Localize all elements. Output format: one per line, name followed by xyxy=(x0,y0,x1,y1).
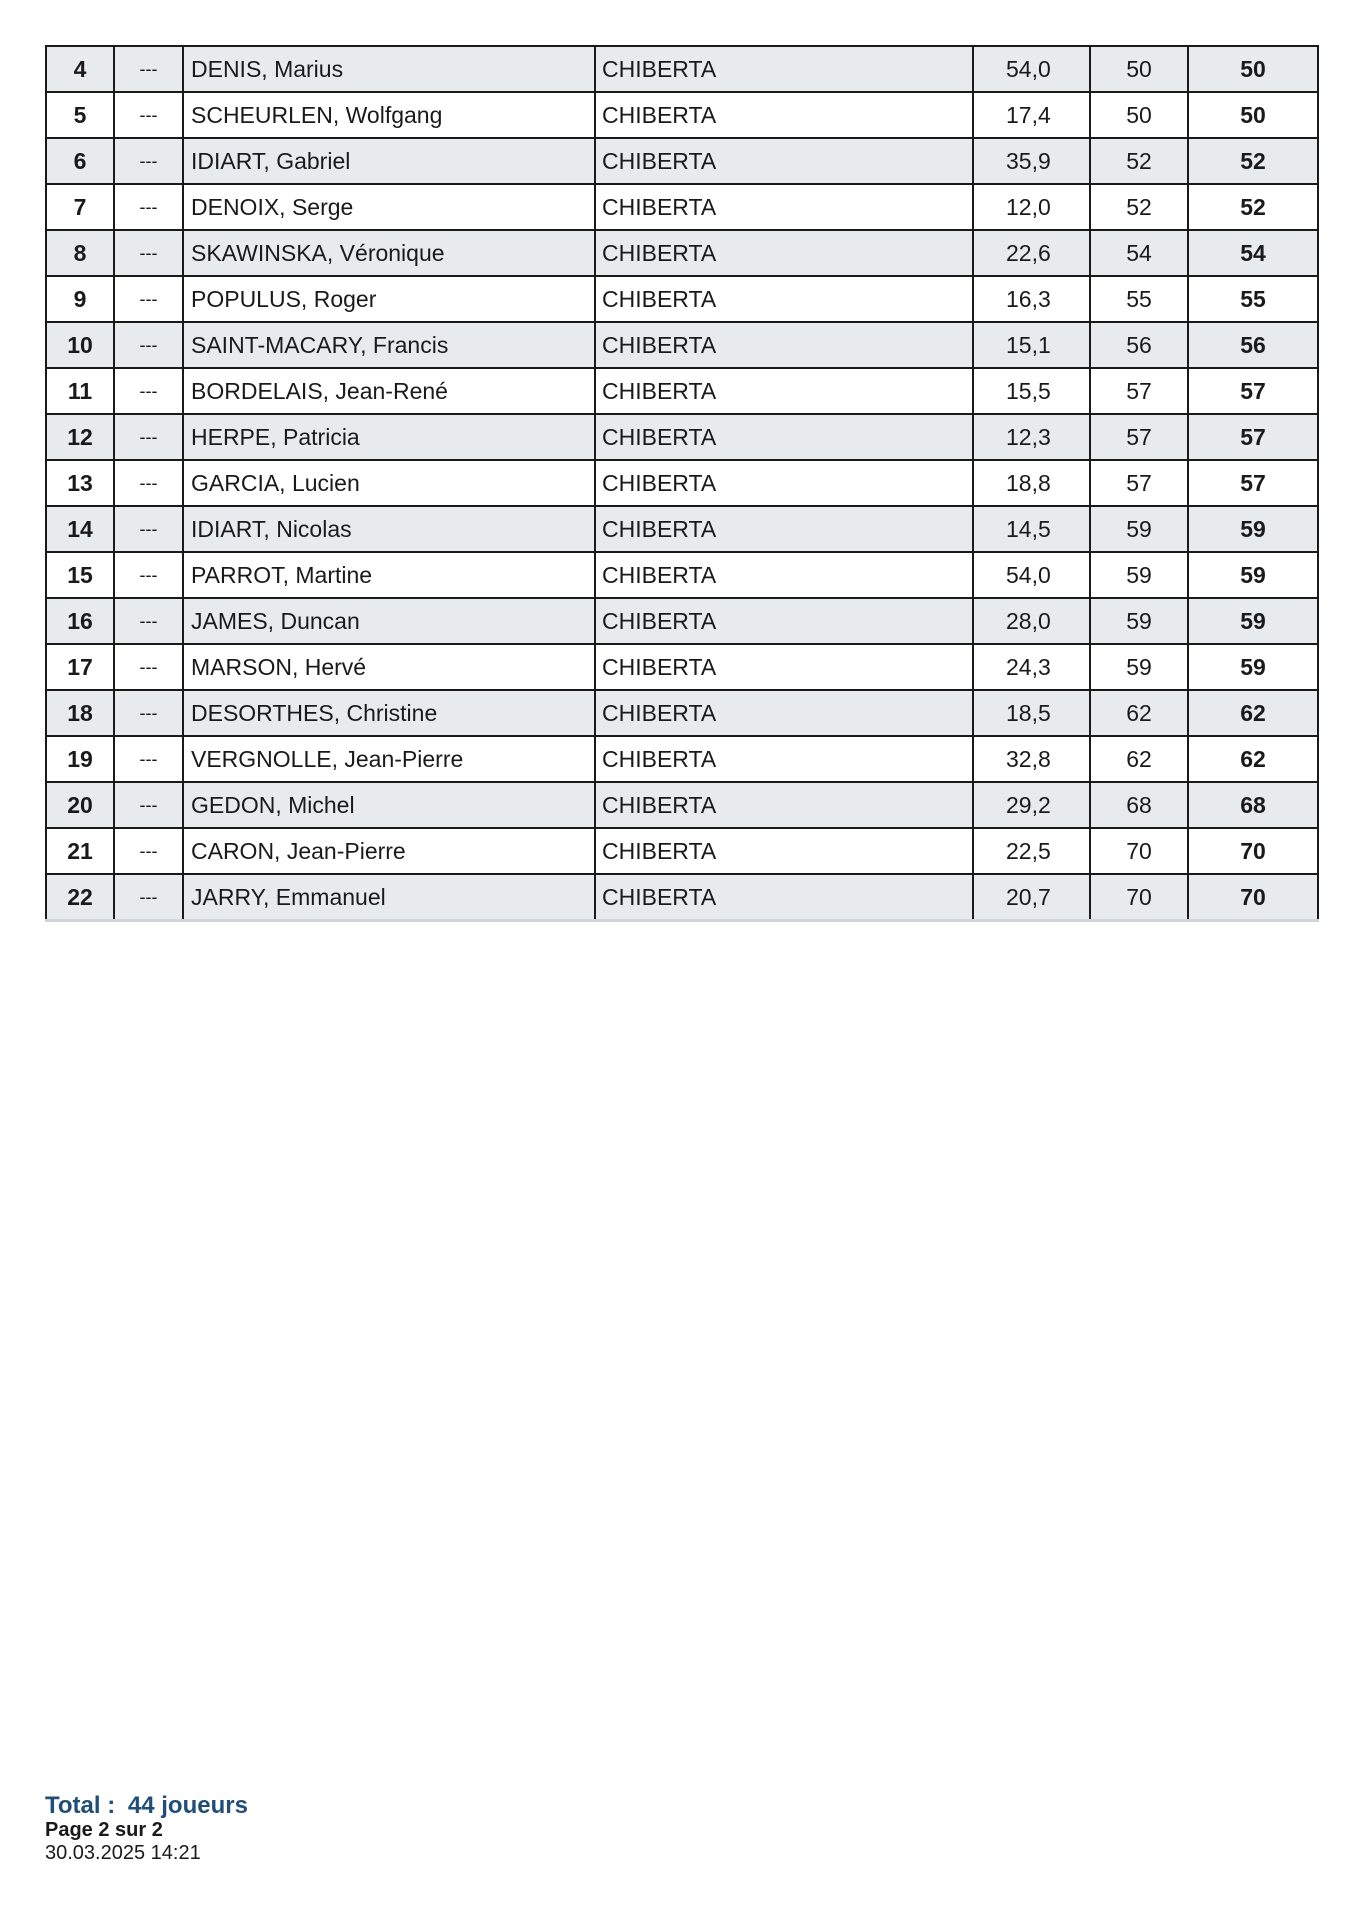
club-cell: CHIBERTA xyxy=(595,276,973,322)
table-row xyxy=(46,184,1318,230)
table-row xyxy=(46,552,1318,598)
status-cell: --- xyxy=(114,828,183,874)
club-cell: CHIBERTA xyxy=(595,598,973,644)
status-cell: --- xyxy=(114,460,183,506)
rank-cell: 14 xyxy=(46,506,114,552)
index-cell: 28,0 xyxy=(973,598,1090,644)
player-name-cell: SAINT-MACARY, Francis xyxy=(183,322,595,368)
player-name-cell: VERGNOLLE, Jean-Pierre xyxy=(183,736,595,782)
net-score-cell: 52 xyxy=(1188,138,1318,184)
club-cell: CHIBERTA xyxy=(595,184,973,230)
status-cell: --- xyxy=(114,506,183,552)
rank-cell: 5 xyxy=(46,92,114,138)
club-cell: CHIBERTA xyxy=(595,736,973,782)
club-cell: CHIBERTA xyxy=(595,828,973,874)
gross-score-cell: 57 xyxy=(1090,460,1188,506)
club-cell: CHIBERTA xyxy=(595,782,973,828)
club-cell: CHIBERTA xyxy=(595,322,973,368)
club-cell: CHIBERTA xyxy=(595,230,973,276)
club-cell: CHIBERTA xyxy=(595,874,973,921)
rank-cell: 10 xyxy=(46,322,114,368)
total-label: Total : xyxy=(45,1792,116,1819)
status-cell: --- xyxy=(114,230,183,276)
index-cell: 22,5 xyxy=(973,828,1090,874)
table-row xyxy=(46,828,1318,874)
index-cell: 24,3 xyxy=(973,644,1090,690)
player-name-cell: SCHEURLEN, Wolfgang xyxy=(183,92,595,138)
gross-score-cell: 59 xyxy=(1090,598,1188,644)
rank-cell: 19 xyxy=(46,736,114,782)
net-score-cell: 70 xyxy=(1188,874,1318,921)
gross-score-cell: 59 xyxy=(1090,506,1188,552)
status-cell: --- xyxy=(114,46,183,92)
results-table xyxy=(45,45,1319,922)
player-name-cell: POPULUS, Roger xyxy=(183,276,595,322)
status-cell: --- xyxy=(114,552,183,598)
status-cell: --- xyxy=(114,92,183,138)
table-row xyxy=(46,782,1318,828)
rank-cell: 6 xyxy=(46,138,114,184)
footer xyxy=(45,1793,248,1865)
gross-score-cell: 59 xyxy=(1090,644,1188,690)
print-datetime: 30.03.2025 14:21 xyxy=(45,1842,201,1864)
index-cell: 15,1 xyxy=(973,322,1090,368)
total-count: 44 joueurs xyxy=(127,1792,248,1819)
table-row xyxy=(46,690,1318,736)
status-cell: --- xyxy=(114,736,183,782)
club-cell: CHIBERTA xyxy=(595,46,973,92)
club-cell: CHIBERTA xyxy=(595,414,973,460)
club-cell: CHIBERTA xyxy=(595,92,973,138)
rank-cell: 17 xyxy=(46,644,114,690)
club-cell: CHIBERTA xyxy=(595,690,973,736)
index-cell: 29,2 xyxy=(973,782,1090,828)
table-row xyxy=(46,322,1318,368)
table-row xyxy=(46,92,1318,138)
table-row xyxy=(46,874,1318,921)
status-cell: --- xyxy=(114,598,183,644)
player-name-cell: IDIART, Nicolas xyxy=(183,506,595,552)
total-line xyxy=(45,1793,248,1819)
rank-cell: 20 xyxy=(46,782,114,828)
index-cell: 20,7 xyxy=(973,874,1090,921)
index-cell: 17,4 xyxy=(973,92,1090,138)
gross-score-cell: 50 xyxy=(1090,92,1188,138)
rank-cell: 15 xyxy=(46,552,114,598)
net-score-cell: 57 xyxy=(1188,460,1318,506)
index-cell: 12,0 xyxy=(973,184,1090,230)
gross-score-cell: 70 xyxy=(1090,874,1188,921)
gross-score-cell: 57 xyxy=(1090,414,1188,460)
gross-score-cell: 70 xyxy=(1090,828,1188,874)
club-cell: CHIBERTA xyxy=(595,644,973,690)
net-score-cell: 70 xyxy=(1188,828,1318,874)
player-name-cell: PARROT, Martine xyxy=(183,552,595,598)
rank-cell: 12 xyxy=(46,414,114,460)
table-row xyxy=(46,644,1318,690)
rank-cell: 21 xyxy=(46,828,114,874)
index-cell: 22,6 xyxy=(973,230,1090,276)
status-cell: --- xyxy=(114,644,183,690)
net-score-cell: 68 xyxy=(1188,782,1318,828)
player-name-cell: DENIS, Marius xyxy=(183,46,595,92)
status-cell: --- xyxy=(114,782,183,828)
gross-score-cell: 54 xyxy=(1090,230,1188,276)
player-name-cell: JARRY, Emmanuel xyxy=(183,874,595,921)
table-row xyxy=(46,460,1318,506)
gross-score-cell: 52 xyxy=(1090,138,1188,184)
gross-score-cell: 68 xyxy=(1090,782,1188,828)
gross-score-cell: 56 xyxy=(1090,322,1188,368)
index-cell: 35,9 xyxy=(973,138,1090,184)
gross-score-cell: 55 xyxy=(1090,276,1188,322)
player-name-cell: GARCIA, Lucien xyxy=(183,460,595,506)
table-row xyxy=(46,368,1318,414)
net-score-cell: 57 xyxy=(1188,414,1318,460)
club-cell: CHIBERTA xyxy=(595,138,973,184)
rank-cell: 11 xyxy=(46,368,114,414)
rank-cell: 8 xyxy=(46,230,114,276)
net-score-cell: 57 xyxy=(1188,368,1318,414)
net-score-cell: 50 xyxy=(1188,92,1318,138)
index-cell: 18,5 xyxy=(973,690,1090,736)
player-name-cell: GEDON, Michel xyxy=(183,782,595,828)
gross-score-cell: 62 xyxy=(1090,736,1188,782)
table-row xyxy=(46,736,1318,782)
net-score-cell: 50 xyxy=(1188,46,1318,92)
table-row xyxy=(46,46,1318,92)
index-cell: 16,3 xyxy=(973,276,1090,322)
net-score-cell: 52 xyxy=(1188,184,1318,230)
net-score-cell: 62 xyxy=(1188,736,1318,782)
table-row xyxy=(46,506,1318,552)
club-cell: CHIBERTA xyxy=(595,368,973,414)
index-cell: 54,0 xyxy=(973,46,1090,92)
player-name-cell: MARSON, Hervé xyxy=(183,644,595,690)
player-name-cell: BORDELAIS, Jean-René xyxy=(183,368,595,414)
index-cell: 12,3 xyxy=(973,414,1090,460)
club-cell: CHIBERTA xyxy=(595,460,973,506)
table-row xyxy=(46,230,1318,276)
net-score-cell: 62 xyxy=(1188,690,1318,736)
status-cell: --- xyxy=(114,414,183,460)
rank-cell: 7 xyxy=(46,184,114,230)
table-row xyxy=(46,414,1318,460)
net-score-cell: 59 xyxy=(1188,598,1318,644)
index-cell: 54,0 xyxy=(973,552,1090,598)
status-cell: --- xyxy=(114,690,183,736)
rank-cell: 18 xyxy=(46,690,114,736)
index-cell: 32,8 xyxy=(973,736,1090,782)
player-name-cell: HERPE, Patricia xyxy=(183,414,595,460)
gross-score-cell: 50 xyxy=(1090,46,1188,92)
status-cell: --- xyxy=(114,138,183,184)
player-name-cell: DENOIX, Serge xyxy=(183,184,595,230)
index-cell: 14,5 xyxy=(973,506,1090,552)
rank-cell: 9 xyxy=(46,276,114,322)
index-cell: 15,5 xyxy=(973,368,1090,414)
player-name-cell: CARON, Jean-Pierre xyxy=(183,828,595,874)
gross-score-cell: 62 xyxy=(1090,690,1188,736)
table-body xyxy=(46,46,1318,921)
player-name-cell: IDIART, Gabriel xyxy=(183,138,595,184)
player-name-cell: DESORTHES, Christine xyxy=(183,690,595,736)
rank-cell: 16 xyxy=(46,598,114,644)
table-row xyxy=(46,138,1318,184)
rank-cell: 13 xyxy=(46,460,114,506)
table-row xyxy=(46,598,1318,644)
club-cell: CHIBERTA xyxy=(595,506,973,552)
net-score-cell: 55 xyxy=(1188,276,1318,322)
club-cell: CHIBERTA xyxy=(595,552,973,598)
index-cell: 18,8 xyxy=(973,460,1090,506)
table-row xyxy=(46,276,1318,322)
net-score-cell: 56 xyxy=(1188,322,1318,368)
status-cell: --- xyxy=(114,276,183,322)
status-cell: --- xyxy=(114,184,183,230)
status-cell: --- xyxy=(114,322,183,368)
gross-score-cell: 57 xyxy=(1090,368,1188,414)
net-score-cell: 59 xyxy=(1188,644,1318,690)
status-cell: --- xyxy=(114,368,183,414)
net-score-cell: 59 xyxy=(1188,506,1318,552)
page-number: Page 2 sur 2 xyxy=(45,1819,163,1841)
net-score-cell: 54 xyxy=(1188,230,1318,276)
player-name-cell: SKAWINSKA, Véronique xyxy=(183,230,595,276)
net-score-cell: 59 xyxy=(1188,552,1318,598)
gross-score-cell: 59 xyxy=(1090,552,1188,598)
status-cell: --- xyxy=(114,874,183,921)
gross-score-cell: 52 xyxy=(1090,184,1188,230)
rank-cell: 22 xyxy=(46,874,114,921)
player-name-cell: JAMES, Duncan xyxy=(183,598,595,644)
rank-cell: 4 xyxy=(46,46,114,92)
